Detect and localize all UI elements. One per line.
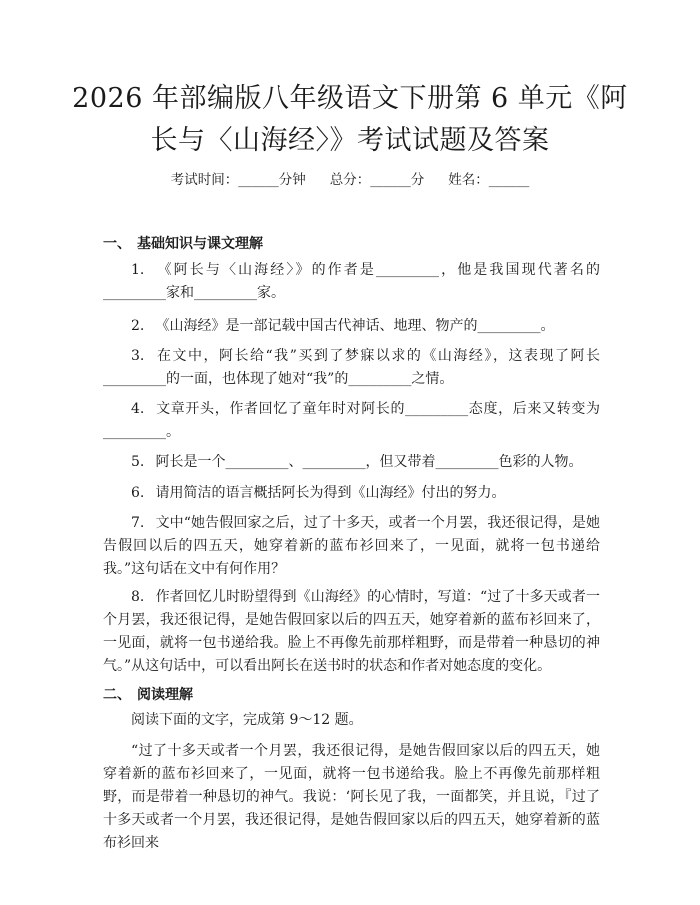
question-text: 《山海经》是一部记载中国古代神话、地理、物产的_________。 bbox=[155, 318, 555, 334]
question-text: 在文中，阿长给“我”买到了梦寐以求的《山海经》，这表现了阿长_________的一面，也体现了她对“我”的_________之情。 bbox=[103, 348, 600, 387]
question-number: 4. bbox=[131, 401, 145, 417]
question-3 bbox=[103, 345, 600, 391]
question-text: 作者回忆儿时盼望得到《山海经》的心情时，写道：“过了十多天或者一个月罢，我还很记得，是她告假回家以后的四五天，她穿着新的蓝布衫回来了，一见面，就将一包书递给我。脸上不再像先前那样粗野，而是带着一种恳切的神气。”从这句话中，可以看出阿长在送书时的状态和作者对她态度的变化。 bbox=[103, 589, 601, 674]
question-5 bbox=[103, 451, 600, 474]
title-line-2: 长与〈山海经〉》考试试题及答案 bbox=[150, 125, 550, 156]
title-line-1: 2026 年部编版八年级语文下册第 6 单元《阿 bbox=[72, 83, 628, 114]
question-number: 1. bbox=[131, 262, 145, 278]
question-number: 7. bbox=[131, 515, 145, 531]
question-text: 阿长是一个_________、_________，但又带着_________色彩的人物。 bbox=[155, 454, 583, 470]
question-text: 文中“她告假回家之后，过了十多天，或者一个月罢，我还很记得，是她告假回以后的四五天，她穿着新的蓝布衫回来了，一见面，就将一包书递给我。”这句话在文中有何作用？ bbox=[103, 515, 601, 577]
exam-time: 考试时间：______分钟 bbox=[170, 172, 306, 188]
question-7 bbox=[103, 512, 600, 581]
section-1-number: 一、 bbox=[103, 236, 131, 252]
question-text: 文章开头，作者回忆了童年时对阿长的_________态度，后来又转变为_________。 bbox=[103, 401, 601, 440]
section-2-number: 二、 bbox=[103, 687, 131, 703]
section-1-heading bbox=[103, 233, 263, 253]
question-number: 8. bbox=[131, 589, 145, 605]
reading-intro: 阅读下面的文字，完成第 9～12 题。 bbox=[131, 712, 363, 728]
question-8 bbox=[103, 586, 600, 678]
question-number: 2. bbox=[131, 318, 145, 334]
section-2-title: 阅读理解 bbox=[137, 687, 193, 703]
question-4 bbox=[103, 398, 600, 444]
exam-name: 姓名：______ bbox=[448, 172, 530, 188]
question-2 bbox=[103, 315, 600, 338]
exam-meta bbox=[0, 170, 700, 190]
exam-score: 总分：______分 bbox=[329, 172, 425, 188]
question-6 bbox=[103, 482, 600, 505]
section-1-title: 基础知识与课文理解 bbox=[137, 236, 263, 252]
question-text: 请用简洁的语言概括阿长为得到《山海经》付出的努力。 bbox=[155, 485, 506, 501]
question-number: 5. bbox=[131, 454, 145, 470]
page-title bbox=[70, 78, 630, 162]
section-2-heading bbox=[103, 684, 193, 704]
question-number: 6. bbox=[131, 485, 145, 501]
question-1 bbox=[103, 259, 600, 305]
reading-passage: “过了十多天或者一个月罢，我还很记得，是她告假回家以后的四五天，她穿着新的蓝布衫回来了，一见面，就将一包书递给我。脸上不再像先前那样粗野，而是带着一种恳切的神气。我说：‘阿长见了我，一面都笑，并且说，『过了十多天或者一个月罢，我还很记得，是她告假回家以后的四五天，她穿着新的蓝布衫回来 bbox=[103, 743, 600, 851]
question-text: 《阿长与〈山海经〉》的作者是_________，他是我国现代著名的_________家和_________家。 bbox=[103, 262, 601, 301]
question-number: 3. bbox=[131, 348, 145, 364]
